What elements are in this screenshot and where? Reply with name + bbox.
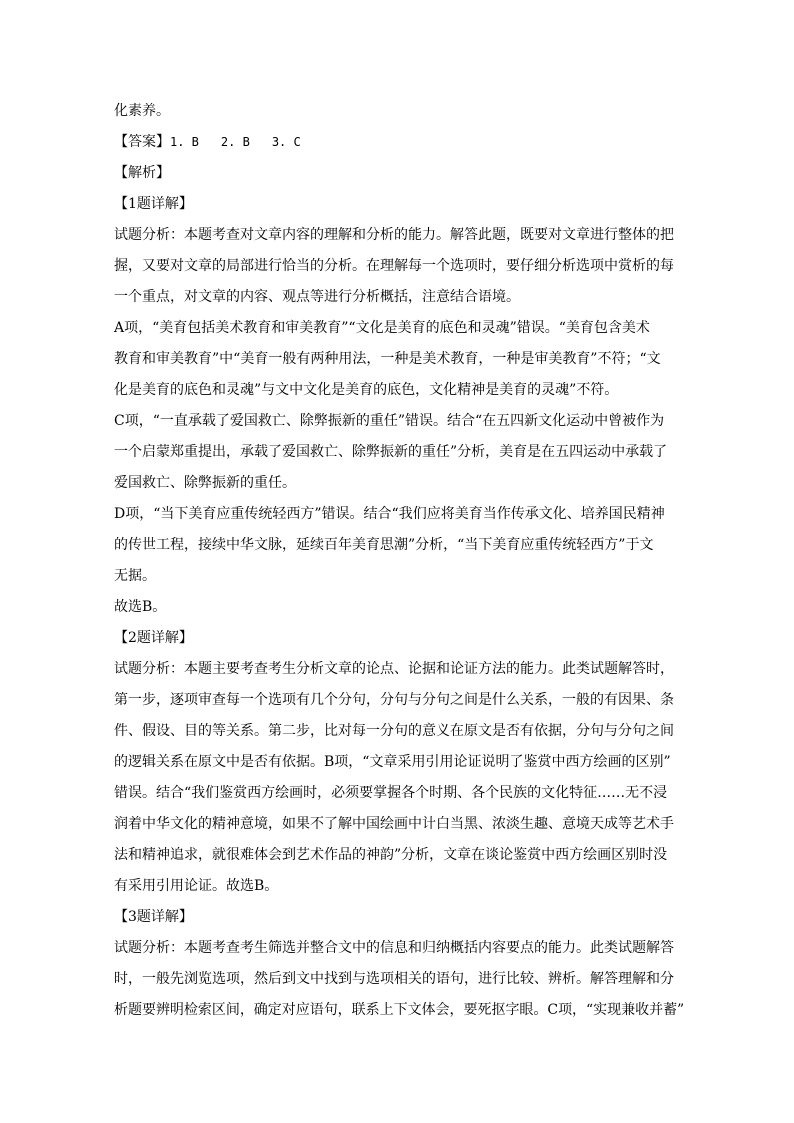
answer-item: 2. B: [220, 135, 250, 149]
text-line: 化素养。: [114, 103, 170, 119]
text-line: 化是美育的底色和灵魂”与文中文化是美育的底色，文化精神是美育的灵魂”不符。: [114, 382, 619, 398]
answer-items: [170, 135, 323, 149]
text-line: 析题要辨明检索区间，确定对应语句，联系上下文体会，要死抠字眼。C项，“实现兼收并蓄”: [114, 1002, 685, 1018]
document-page: [114, 96, 684, 1026]
section-heading: 【解析】: [114, 165, 170, 181]
text-line: 润着中华文化的精神意境，如果不了解中国绘画中计白当黑、浓淡生趣、意境天成等艺术手: [114, 816, 674, 832]
text-line: 故选B。: [114, 599, 167, 615]
text-line: 的传世工程，接续中华文脉，延续百年美育思潮”分析，“当下美育应重传统轻西方”于文: [114, 537, 654, 553]
text-line: 一个重点，对文章的内容、观点等进行分析概括，注意结合语境。: [114, 289, 520, 305]
text-line: D项，“当下美育应重传统轻西方”错误。结合“我们应将美育当作传承文化、培养国民精神: [114, 506, 665, 522]
text-line: 有采用引用论证。故选B。: [114, 878, 279, 894]
section-heading: 【1题详解】: [114, 196, 193, 212]
section-heading: 【3题详解】: [114, 909, 193, 925]
text-line: 无据。: [114, 568, 156, 584]
text-line: 件、假设、目的等关系。第二步，比对每一分句的意义在原文是否有依据，分句与分句之间: [114, 723, 674, 739]
answer-label: 【答案】: [114, 134, 170, 150]
answer-item: 1. B: [170, 135, 199, 149]
text-line: 法和精神追求，就很难体会到艺术作品的神韵”分析，文章在谈论鉴赏中西方绘画区别时没: [114, 847, 668, 863]
text-line: 试题分析：本题主要考查考生分析文章的论点、论据和论证方法的能力。此类试题解答时，: [114, 661, 674, 677]
text-line: 试题分析：本题考查考生筛选并整合文中的信息和归纳概括内容要点的能力。此类试题解答: [114, 940, 674, 956]
text-line: 试题分析：本题考查对文章内容的理解和分析的能力。解答此题，既要对文章进行整体的把: [114, 227, 674, 243]
text-line: 握，又要对文章的局部进行恰当的分析。在理解每一个选项时，要仔细分析选项中赏析的每: [114, 258, 674, 274]
text-line: C项，“一直承载了爱国救亡、除弊振新的重任”错误。结合“在五四新文化运动中曾被作为: [114, 413, 665, 429]
text-line: 时，一般先浏览选项，然后到文中找到与选项相关的语句，进行比较、辨析。解答理解和分: [114, 971, 674, 987]
text-line: 的逻辑关系在原文中是否有依据。B项，“文章采用引用论证说明了鉴赏中西方绘画的区别”: [114, 754, 671, 770]
text-line: 爱国救亡、除弊振新的重任。: [114, 475, 296, 491]
text-line: 一个启蒙郑重提出，承载了爱国救亡、除弊振新的重任”分析，美育是在五四运动中承载了: [114, 444, 668, 460]
section-heading: 【2题详解】: [114, 630, 193, 646]
text-line: A项，“美育包括美术教育和审美教育”“文化是美育的底色和灵魂”错误。“美育包含美术: [114, 320, 650, 336]
text-line: 第一步，逐项审查每一个选项有几个分句，分句与分句之间是什么关系，一般的有因果、条: [114, 692, 674, 708]
text-line: 教育和审美教育”中“美育一般有两种用法，一种是美术教育，一种是审美教育”不符；“文: [114, 351, 661, 367]
text-line: 错误。结合“我们鉴赏西方绘画时，必须要掌握各个时期、各个民族的文化特征……无不浸: [114, 785, 668, 801]
answer-item: 3. C: [271, 135, 301, 149]
answer-line: [114, 127, 684, 158]
